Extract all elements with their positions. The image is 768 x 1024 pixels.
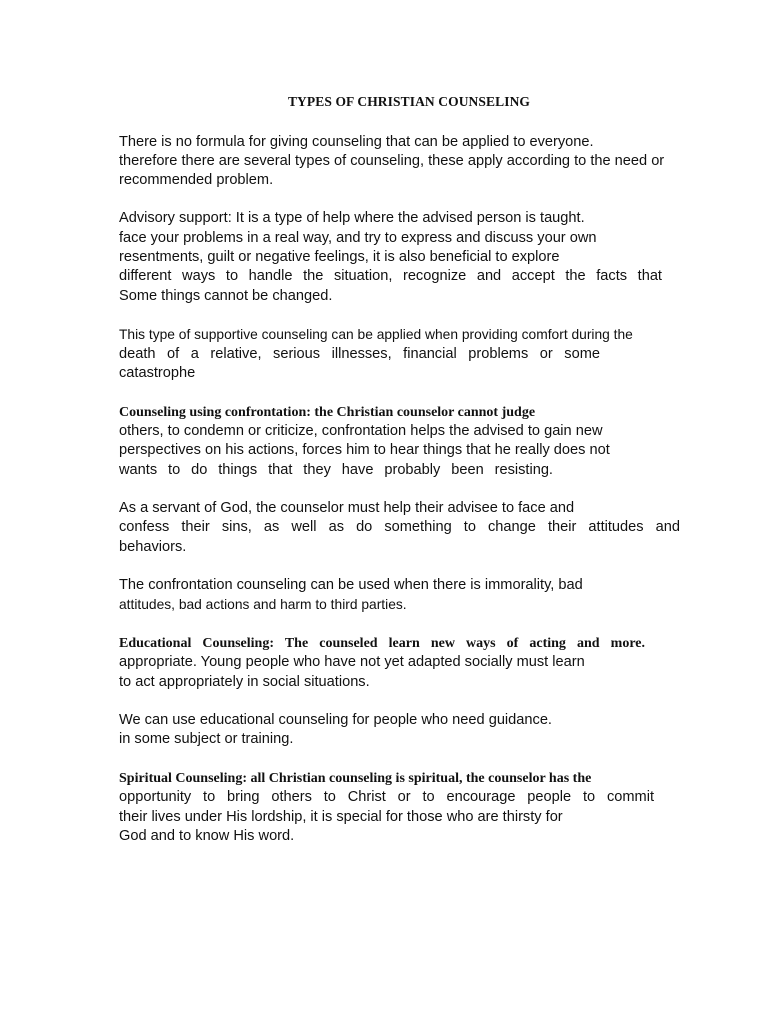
text-line: death of a relative, serious illnesses, financial problems or some [119,346,600,362]
text-line: This type of supportive counseling can be applied when providing comfort during the [119,327,633,342]
text-line: catastrophe [119,365,196,381]
text-line: opportunity to bring others to Christ or to encourage people to commit [119,789,654,805]
section-heading-educational: Educational Counseling: The counseled learn new ways of acting and more. [119,636,645,651]
text-line: Some things cannot be changed. [119,288,333,304]
text-line: God and to know His word. [119,828,295,844]
text-line: different ways to handle the situation, recognize and accept the facts that [119,268,662,284]
text-line: therefore there are several types of counseling, these apply according to the need or [119,153,665,169]
text-line: others, to condemn or criticize, confrontation helps the advised to gain new [119,423,603,439]
text-line: appropriate. Young people who have not yet adapted socially must learn [119,654,585,670]
text-line: There is no formula for giving counseling that can be applied to everyone. [119,134,594,150]
text-line: We can use educational counseling for people who need guidance. [119,712,552,728]
section-heading-confrontation: Counseling using confrontation: the Christian counselor cannot judge [119,405,536,420]
text-line: confess their sins, as well as do something to change their attitudes and [119,519,680,535]
text-line: Advisory support: It is a type of help where the advised person is taught. [119,210,585,226]
text-line: attitudes, bad actions and harm to third parties. [119,597,407,612]
text-line: recommended problem. [119,172,274,188]
text-line: As a servant of God, the counselor must help their advisee to face and [119,500,575,516]
text-line: in some subject or training. [119,731,294,747]
text-line: their lives under His lordship, it is special for those who are thirsty for [119,809,563,825]
text-line: to act appropriately in social situations. [119,674,370,690]
section-heading-spiritual: Spiritual Counseling: all Christian counseling is spiritual, the counselor has the [119,771,592,786]
text-line: The confrontation counseling can be used when there is immorality, bad [119,577,583,593]
text-line: resentments, guilt or negative feelings, it is also beneficial to explore [119,249,560,265]
document-title: TYPES OF CHRISTIAN COUNSELING [287,94,531,109]
text-line: face your problems in a real way, and try to express and discuss your own [119,230,597,246]
text-line: behaviors. [119,539,187,555]
text-line: wants to do things that they have probably been resisting. [119,462,553,478]
text-line: perspectives on his actions, forces him to hear things that he really does not [119,442,610,458]
